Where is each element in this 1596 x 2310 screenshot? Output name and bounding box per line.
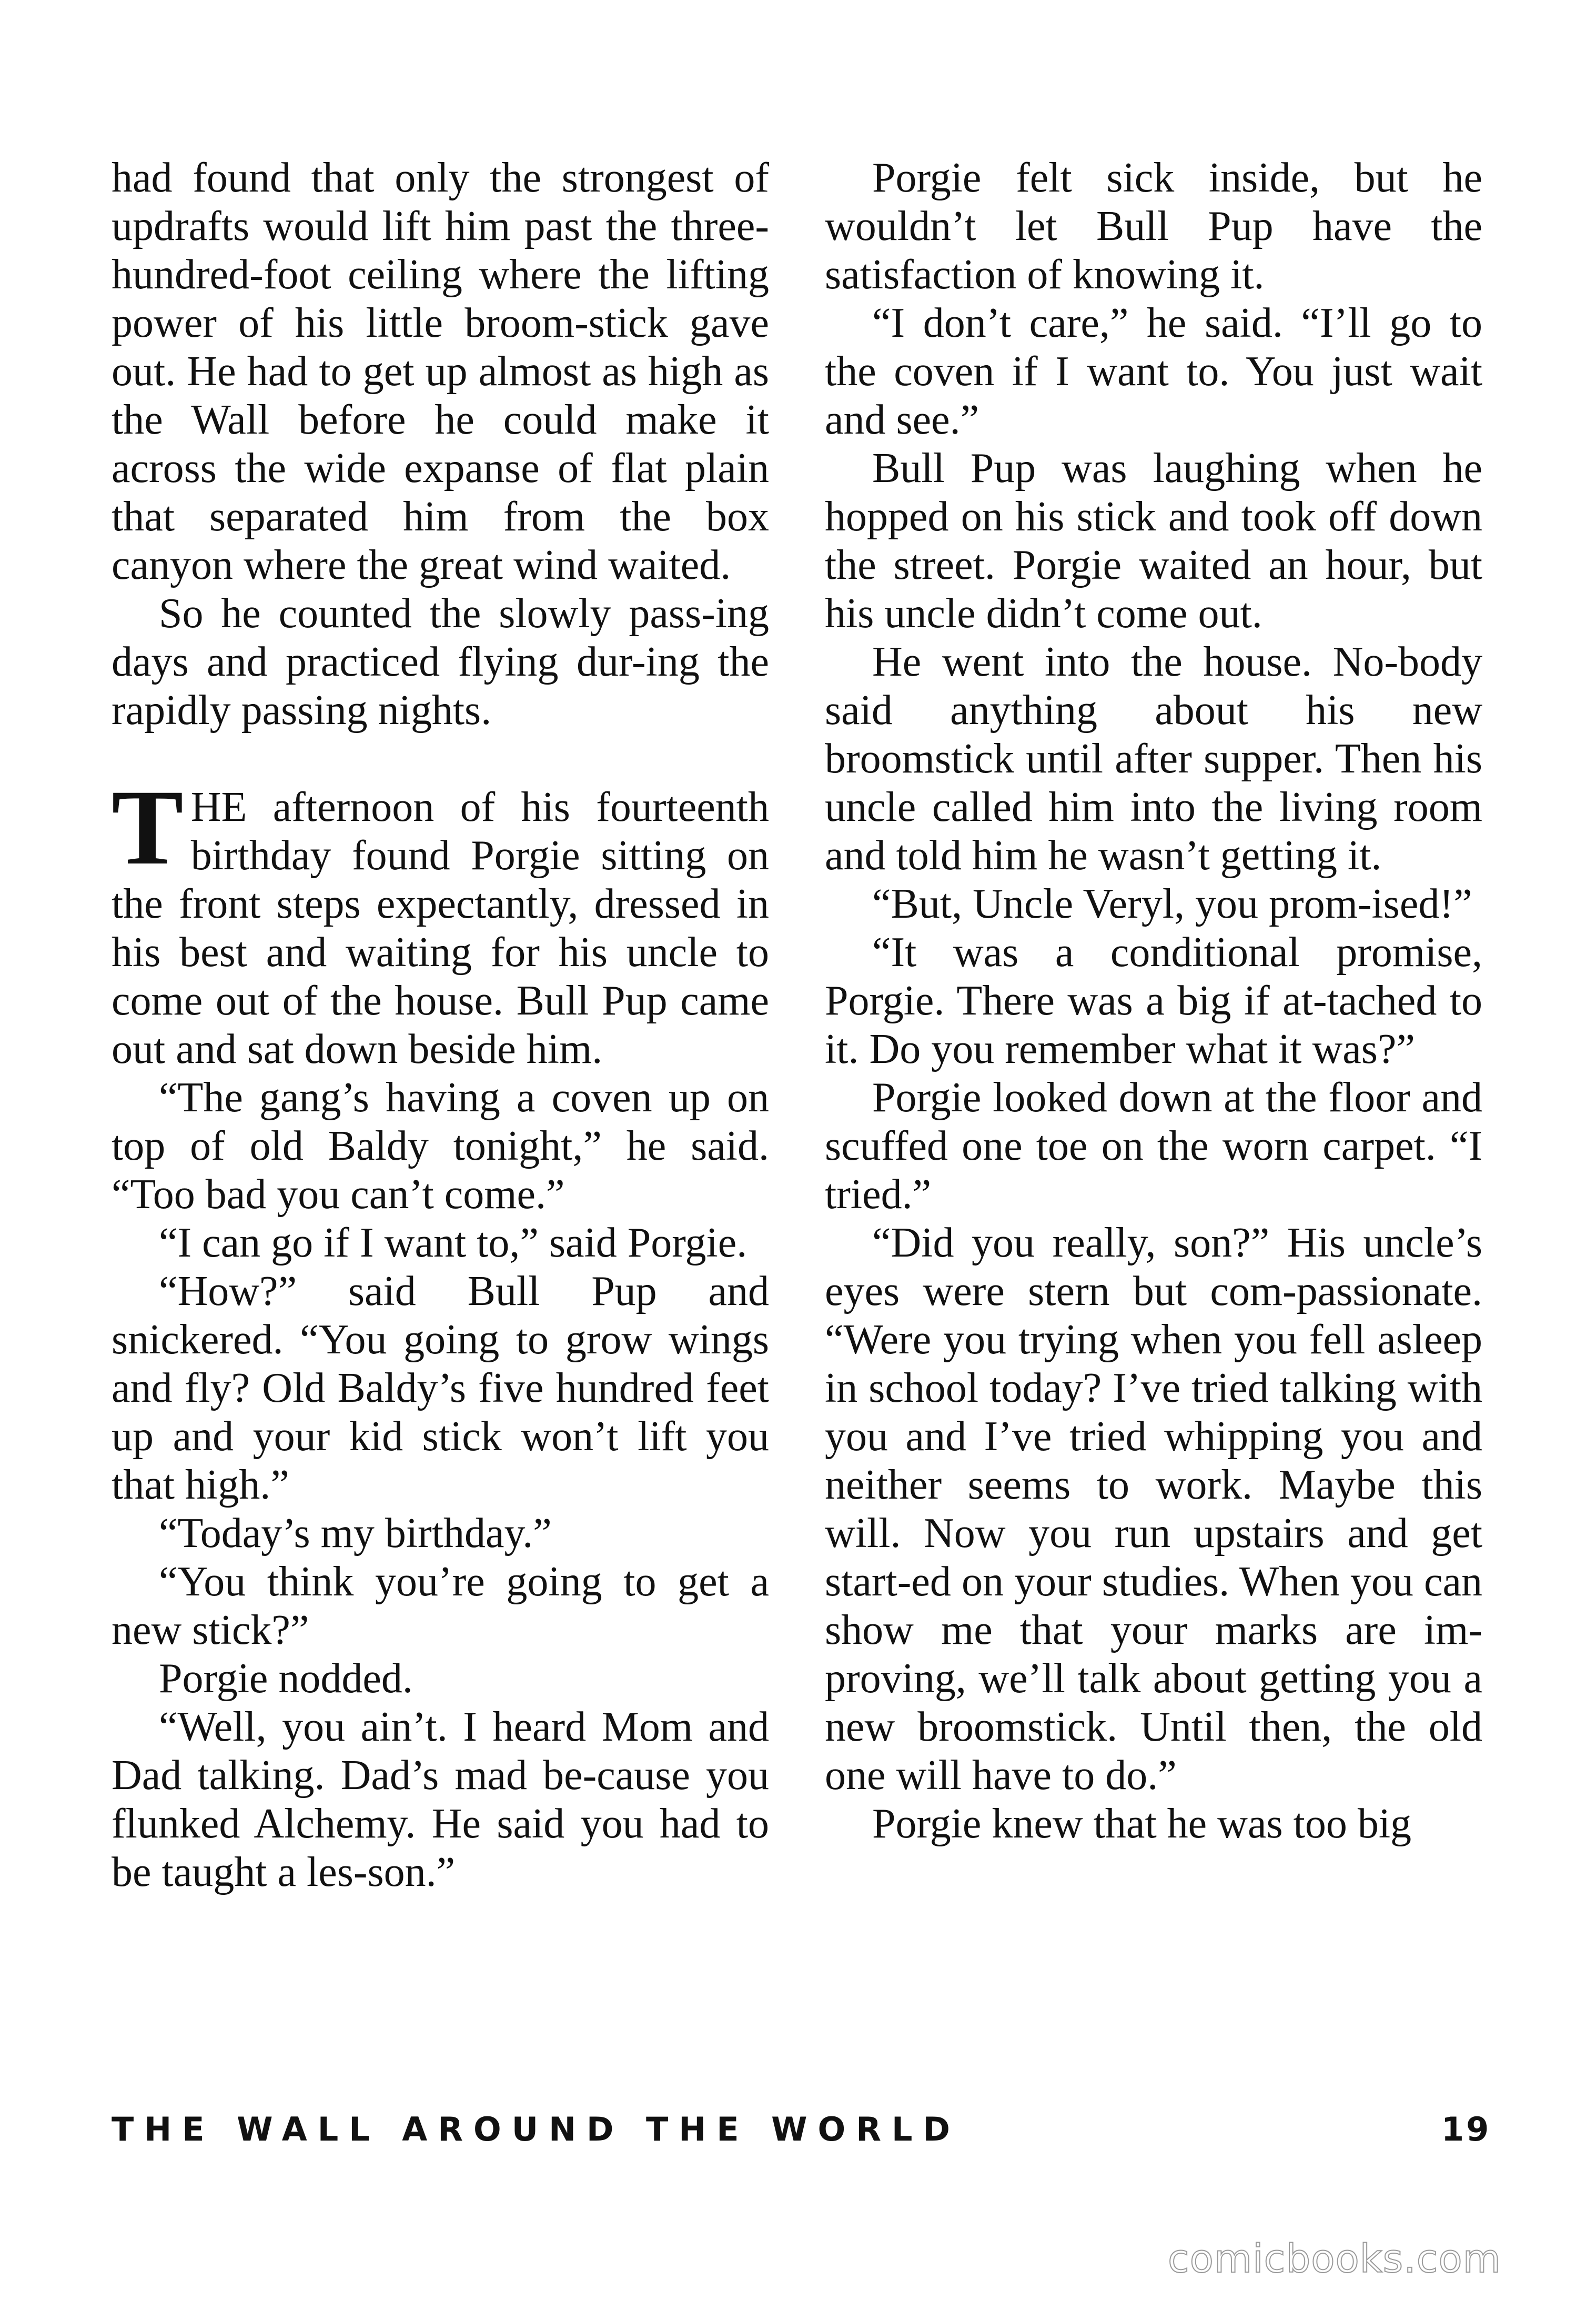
paragraph: “Today’s my birthday.” xyxy=(159,1510,552,1556)
paragraph: “Did you really, son?” His uncle’s eyes were stern but com-passionate. “Were you trying when you fell asleep in school today? I’ve tried talking with you and I’ve tried whipping you and neither seems to work. Maybe this will. Now you run upstairs and get start-ed on your studies. When you can show me that your marks are im-proving, we’ll talk about getting you a new broomstick. Until then, the old one will have to do.” xyxy=(825,1220,1482,1799)
paragraph: “But, Uncle Veryl, you prom-ised!” xyxy=(872,881,1472,927)
paragraph: Porgie nodded. xyxy=(159,1655,413,1702)
paragraph: “How?” said Bull Pup and snickered. “You going to grow wings and fly? Old Baldy’s five hundred feet up and your kid stick won’t lift you that high.” xyxy=(112,1268,769,1508)
paragraph-text: HE afternoon of his fourteenth birthday found Porgie sitting on the front steps expectantly, dressed in his best and waiting for his uncle to come out of the house. Bull Pup came out and sat down beside him. xyxy=(112,784,769,1072)
paragraph: Porgie knew that he was too big xyxy=(872,1801,1412,1847)
paragraph: “The gang’s having a coven up on top of old Baldy tonight,” he said. “Too bad you can’t come.” xyxy=(112,1074,769,1218)
paragraph: “It was a conditional promise, Porgie. There was a big if at-tached to it. Do you remember what it was?” xyxy=(825,929,1482,1072)
paragraph: “Well, you ain’t. I heard Mom and Dad talking. Dad’s mad be-cause you flunked Alchemy. He said you had to be taught a les-son.” xyxy=(112,1704,769,1895)
page-number: 19 xyxy=(1441,2110,1491,2148)
paragraph: He went into the house. No-body said anything about his new broomstick until after supper. Then his uncle called him into the living room and told him he wasn’t getting it. xyxy=(825,639,1482,879)
running-footer-title: THE WALL AROUND THE WORLD xyxy=(112,2110,961,2148)
paragraph: Porgie looked down at the floor and scuffed one toe on the worn carpet. “I tried.” xyxy=(825,1074,1482,1218)
section-start-paragraph xyxy=(112,768,769,1073)
paragraph: had found that only the strongest of updrafts would lift him past the three-hundred-foot ceiling where the lifting power of his little broom-stick gave out. He had to get up almost as high as the Wall before he could make it across the wide expanse of flat plain that separated him from the box canyon where the great wind waited. xyxy=(112,155,769,588)
paragraph: Porgie felt sick inside, but he wouldn’t let Bull Pup have the satisfaction of knowing it. xyxy=(825,155,1482,298)
right-text-column xyxy=(825,154,1482,1848)
drop-cap: T xyxy=(112,768,184,887)
paragraph: “I don’t care,” he said. “I’ll go to the coven if I want to. You just wait and see.” xyxy=(825,300,1482,443)
paragraph: Bull Pup was laughing when he hopped on his stick and took off down the street. Porgie waited an hour, but his uncle didn’t come out. xyxy=(825,445,1482,637)
paragraph: “You think you’re going to get a new stick?” xyxy=(112,1559,769,1653)
paragraph: So he counted the slowly pass-ing days and practiced flying dur-ing the rapidly passing nights. xyxy=(112,590,769,734)
left-text-column xyxy=(112,154,769,1896)
watermark: comicbooks.com xyxy=(1168,2236,1501,2282)
paragraph: “I can go if I want to,” said Porgie. xyxy=(159,1220,748,1266)
